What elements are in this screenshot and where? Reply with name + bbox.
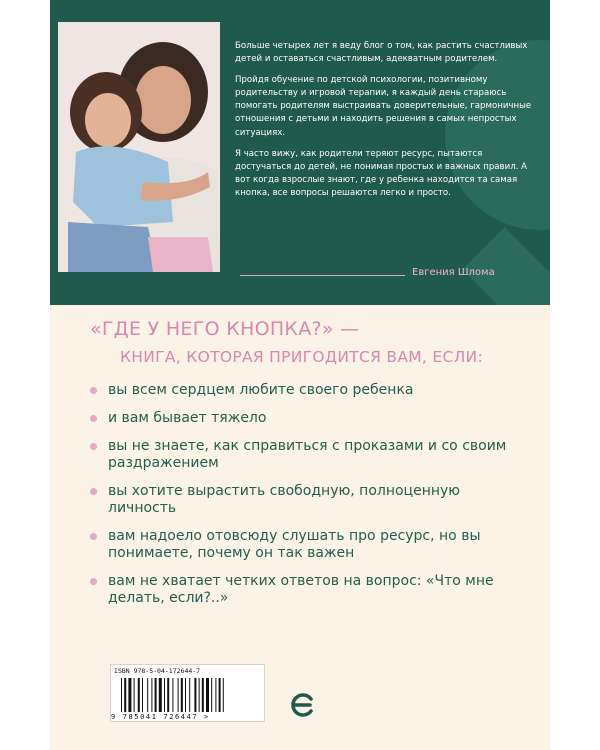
list-item (90, 382, 530, 399)
mother-daughter-photo-illustration (58, 22, 220, 272)
author-section (50, 0, 550, 305)
barcode (110, 664, 265, 722)
bullet-dot-icon (90, 578, 97, 585)
bullet-dot-icon (90, 488, 97, 495)
bio-paragraph-2: Пройдя обучение по детской психологии, позитивному родительству и игровой терапии, я каждый день стараюсь помогать родителям выстраивать доверительные, гармоничные отношения с детьми и находить решения в самых непростых ситуациях. (235, 75, 532, 138)
author-photo (58, 22, 220, 272)
list-item-text: вам не хватает четких ответов на вопрос: «Что мне делать, если?..» (108, 573, 494, 606)
bullet-dot-icon (90, 387, 97, 394)
list-item-text: вы всем сердцем любите своего ребенка (108, 382, 414, 398)
headline-subtitle: КНИГА, КОТОРАЯ ПРИГОДИТСЯ ВАМ, ЕСЛИ: (120, 348, 483, 366)
barcode-bars-icon (121, 678, 256, 712)
bullet-dot-icon (90, 533, 97, 540)
decorative-shape (462, 227, 550, 305)
list-item (90, 410, 530, 427)
bullet-dot-icon (90, 415, 97, 422)
bio-paragraph-3: Я часто вижу, как родители теряют ресурс, пытаются достучаться до детей, не понимая простых и важных правил. А вот когда взрослые знают, где у ребенка находится та самая кнопка, все вопросы решаются легко и просто. (235, 148, 528, 198)
list-item (90, 438, 530, 472)
list-item (90, 483, 530, 517)
list-item-text: вам надоело отовсюду слушать про ресурс, но вы понимаете, почему он так важен (108, 528, 481, 561)
book-title-line: «ГДЕ У НЕГО КНОПКА?» — (90, 318, 360, 340)
list-item (90, 528, 530, 562)
isbn-text: ISBN 978-5-04-172644-7 (114, 667, 201, 675)
author-bio (235, 40, 535, 208)
list-item (90, 573, 530, 607)
bio-paragraph-1: Больше четырех лет я веду блог о том, как растить счастливых детей и оставаться счастливым, адекватным родителем. (235, 41, 528, 65)
list-item-text: вы хотите вырастить свободную, полноценную личность (108, 483, 461, 516)
list-item-text: вы не знаете, как справиться с проказами и со своим раздражением (108, 438, 507, 471)
list-item-text: и вам бывает тяжело (108, 410, 267, 426)
reasons-list (90, 382, 530, 618)
signature-line (240, 275, 405, 276)
publisher-logo-icon (287, 690, 317, 720)
bullet-dot-icon (90, 443, 97, 450)
book-back-cover (50, 0, 550, 750)
ean-number: 9 785041 726447 > (111, 713, 210, 721)
author-name: Евгения Шлома (412, 267, 495, 278)
